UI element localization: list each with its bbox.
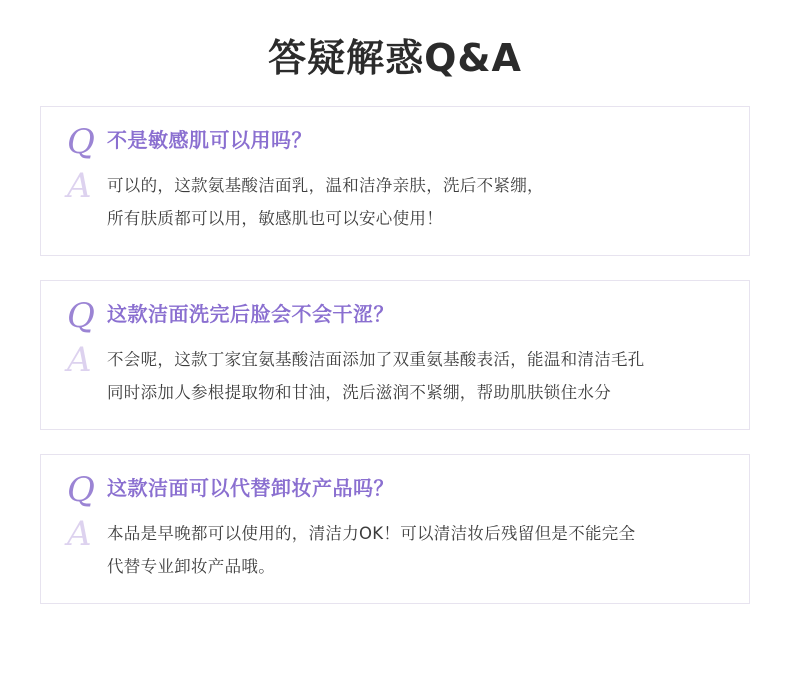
answer-line: 可以的，这款氨基酸洁面乳，温和洁净亲肤，洗后不紧绷， [107, 175, 544, 195]
qa-item [40, 280, 750, 430]
answer-text [107, 515, 635, 583]
question-row [67, 121, 723, 162]
answer-line: 代替专业卸妆产品哦。 [107, 556, 275, 576]
answer-line: 所有肤质都可以用，敏感肌也可以安心使用！ [107, 208, 443, 228]
question-row [67, 295, 723, 336]
qa-item [40, 454, 750, 604]
qa-list [0, 92, 790, 604]
question-row [67, 469, 723, 510]
question-marker: Q [67, 469, 95, 510]
answer-marker: A [67, 165, 92, 206]
answer-line: 本品是早晚都可以使用的，清洁力OK！可以清洁妆后残留但是不能完全 [107, 523, 636, 543]
question-text: 不是敏感肌可以用吗？ [107, 127, 312, 152]
answer-line: 不会呢，这款丁家宜氨基酸洁面添加了双重氨基酸表活，能温和清洁毛孔 [107, 349, 645, 369]
answer-row [67, 341, 723, 409]
answer-text [107, 341, 645, 409]
answer-marker: A [67, 339, 92, 380]
answer-line: 同时添加人参根提取物和甘油，洗后滋润不紧绷，帮助肌肤锁住水分 [107, 382, 611, 402]
answer-row [67, 515, 723, 583]
answer-row [67, 167, 723, 235]
question-text: 这款洁面可以代替卸妆产品吗？ [107, 475, 394, 500]
answer-marker: A [67, 513, 92, 554]
qa-item [40, 106, 750, 256]
question-marker: Q [67, 295, 95, 336]
answer-text [107, 167, 544, 235]
page-title: 答疑解惑Q&A [268, 36, 522, 80]
question-text: 这款洁面洗完后脸会不会干涩？ [107, 301, 394, 326]
question-marker: Q [67, 121, 95, 162]
